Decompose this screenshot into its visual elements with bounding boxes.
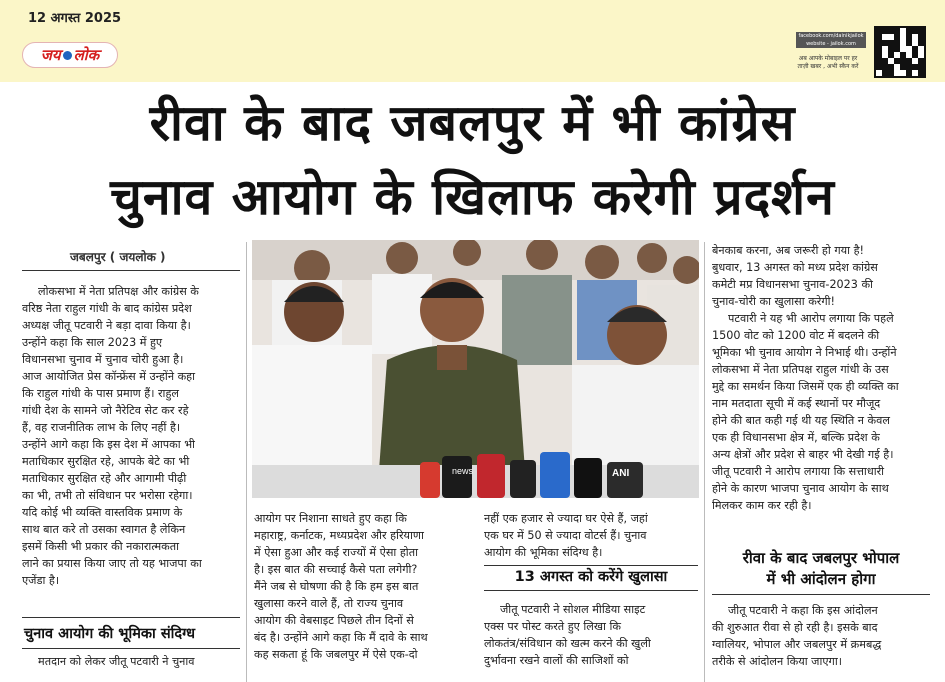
- website-link: website - jailok.com: [806, 41, 856, 47]
- column-1-line: लाने का प्रयास किया जाए तो यह भाजपा का: [22, 557, 202, 570]
- social-box: [796, 32, 866, 48]
- column-2-line: खुलासा करने वाले हैं, तो राज्य चुनाव: [254, 597, 404, 610]
- column-1-after: मतदान को लेकर जीतू पटवारी ने चुनाव: [38, 655, 195, 668]
- column-4-after: [712, 602, 930, 670]
- column-4-line: पटवारी ने यह भी आरोप लगाया कि पहले: [728, 312, 894, 325]
- column-2-line: आयोग पर निशाना साधते हुए कहा कि: [254, 512, 407, 525]
- column-2-line: कह सकता हूं कि जबलपुर में ऐसे एक-दो: [254, 648, 418, 661]
- column-4-after-line: जीतू पटवारी ने कहा कि इस आंदोलन: [728, 604, 878, 617]
- column-1-line: उन्होंने आगे कहा कि इस देश में आपका भी: [22, 438, 195, 451]
- column-1-line: मताधिकार सुरक्षित रहे, आपके बेटे का भी: [22, 455, 190, 468]
- scan-prompt-line2: ताज़ी खबर , अभी स्कैन करें: [797, 63, 859, 70]
- column-1-line: लोकसभा में नेता प्रतिपक्ष और कांग्रेस के: [38, 285, 199, 298]
- subhead-rule-3: [712, 594, 930, 595]
- column-4-line: कमेटी मप्र विधानसभा चुनाव-2023 की: [712, 278, 873, 291]
- column-4-line: एक ही विधानसभा क्षेत्र में, बल्कि प्रदेश के: [712, 431, 880, 444]
- column-3-line: आयोग की भूमिका संदिग्ध है।: [484, 546, 603, 559]
- column-1-line: उन्होंने कहा कि साल 2023 में हुए: [22, 336, 163, 349]
- column-1-line: यदि कोई भी व्यक्ति वास्तविक प्रमाण के: [22, 506, 183, 519]
- column-4-line: मुद्दे का समर्थन किया जिसमें एक ही व्यक्ति का: [712, 380, 899, 393]
- column-2-line: है। इस बात की सच्चाई कैसे पता लगेगी?: [254, 563, 418, 576]
- subhead-rule-top-2: [484, 565, 698, 566]
- column-1-line: हैं, वह राजनीतिक लाभ के लिए नहीं है।: [22, 421, 181, 434]
- byline-rule: [22, 270, 240, 271]
- masthead: [0, 0, 945, 82]
- column-3-after: [484, 601, 698, 669]
- press-conference-photo: [252, 240, 699, 498]
- column-4-line: बुधवार, 13 अगस्त को मध्य प्रदेश कांग्रेस: [712, 261, 878, 274]
- column-3-after-line: एक्स पर पोस्ट करते हुए लिखा कि: [484, 620, 621, 633]
- mic-label-news: news: [452, 466, 474, 476]
- logo-text-left: जय: [40, 46, 61, 64]
- column-2-line: बंद है। उन्होंने आगे कहा कि मैं दावे के साथ: [254, 631, 428, 644]
- column-3-after-line: लोकतंत्र/संविधान को खत्म करने की खुली: [484, 637, 651, 650]
- column-1-line: एजेंडा है।: [22, 574, 60, 587]
- column-1-line: वरिष्ठ नेता राहुल गांधी के बाद कांग्रेस प्रदेश: [22, 302, 192, 315]
- column-1-line: आज आयोजित प्रेस कॉन्फ्रेंस में उन्होंने कहा: [22, 370, 196, 383]
- column-4-after-line: ग्वालियर, भोपाल और जबलपुर में क्रमबद्ध: [712, 638, 882, 651]
- mic-label-ani: ANI: [612, 468, 630, 479]
- photo-illustration: [252, 240, 699, 498]
- column-1-line: गांधी देश के सामने जो नैरेटिव सेट कर रहे: [22, 404, 189, 417]
- byline: जबलपुर ( जयलोक ): [70, 250, 166, 264]
- column-divider: [246, 242, 247, 682]
- column-1-line: मताधिकार सुरक्षित रहे और आगामी पीढ़ी: [22, 472, 187, 485]
- column-3-after-line: दुर्भावना रखने वालों की साजिशों को: [484, 654, 629, 667]
- subhead-ec-role: चुनाव आयोग की भूमिका संदिग्ध: [24, 626, 196, 642]
- column-2-line: में ऐसा हुआ और कई राज्यों में ऐसा होता: [254, 546, 418, 559]
- column-4-line: अन्य क्षेत्रों और प्रदेश से बाहर भी देखी गई है।: [712, 448, 894, 461]
- column-4-line: होने के कारण भाजपा चुनाव आयोग के साथ: [712, 482, 889, 495]
- qr-code-icon: [874, 26, 926, 78]
- column-4-line: होने की बात कही गई थी यह स्थिति न केवल: [712, 414, 890, 427]
- column-1-line: साथ बात करे तो उसका स्वागत है लेकिन: [22, 523, 186, 536]
- column-1: [22, 283, 240, 589]
- headline-line-2: चुनाव आयोग के खिलाफ करेगी प्रदर्शन: [110, 168, 835, 226]
- column-4-after-line: तरीके से आंदोलन किया जाएगा।: [712, 655, 842, 668]
- facebook-link: facebook.com/dainikjailok: [798, 33, 864, 39]
- column-4-line: लोकसभा में नेता प्रतिपक्ष राहुल गांधी के उस: [712, 363, 889, 376]
- column-1-line: इसमें किसी भी प्रकार की नकारात्मकता: [22, 540, 180, 553]
- column-4-after-line: की शुरुआत रीवा से हो रही है। इसके बाद: [712, 621, 878, 634]
- column-3-line: नहीं एक हजार से ज्यादा घर ऐसे हैं, जहां: [484, 512, 648, 525]
- edition-date: 12 अगस्त 2025: [28, 11, 122, 26]
- column-2-line: मैंने जब से घोषणा की है कि हम इस बात: [254, 580, 419, 593]
- column-3-line: एक घर में 50 से ज्यादा वोटर्स हैं। चुनाव: [484, 529, 647, 542]
- logo-text-right: लोक: [73, 46, 100, 64]
- column-4-line: 1500 वोट को 1200 वोट में बदलने की: [712, 329, 880, 342]
- column-2-line: आयोग की वेबसाइट पिछले तीन दिनों से: [254, 614, 414, 627]
- column-4: [712, 242, 930, 514]
- column-1-line: विधानसभा चुनाव में चुनाव चोरी हुआ है।: [22, 353, 184, 366]
- subhead-rule-bottom: [22, 648, 240, 649]
- column-4-line: मिलकर काम कर रही है।: [712, 499, 812, 512]
- headline-line-1: रीवा के बाद जबलपुर में भी कांग्रेस: [149, 94, 796, 152]
- column-1-line: अध्यक्ष जीतू पटवारी ने बड़ा दावा किया है।: [22, 319, 191, 332]
- column-3-after-line: जीतू पटवारी ने सोशल मीडिया साइट: [500, 603, 646, 616]
- subhead-august-13: 13 अगस्त को करेंगे खुलासा: [514, 569, 668, 585]
- newspaper-logo: [22, 42, 118, 68]
- column-1-line: का भी, तभी तो संविधान पर भरोसा रहेगा।: [22, 489, 193, 502]
- column-3: [484, 510, 698, 561]
- column-1-line: कि राहुल गांधी के पास प्रमाण हैं। राहुल: [22, 387, 179, 400]
- subhead-rule-bottom-2: [484, 590, 698, 591]
- column-4-line: जीतू पटवारी ने आरोप लगाया कि सत्ताधारी: [712, 465, 885, 478]
- globe-icon: [63, 51, 72, 60]
- scan-prompt-line1: अब आपके मोबाइल पर हर: [798, 55, 858, 62]
- subhead-line-2: में भी आंदोलन होगा: [766, 570, 876, 588]
- column-4-line: बेनकाब करना, अब जरूरी हो गया है!: [712, 244, 864, 257]
- subhead-rewa-jabalpur-bhopal: [712, 548, 930, 590]
- column-4-line: चुनाव-चोरी का खुलासा करेगी!: [712, 295, 836, 308]
- scan-prompt: [788, 55, 868, 71]
- column-4-line: नाम मतदाता सूची में कई स्थानों पर मौजूद: [712, 397, 881, 410]
- column-2: [254, 510, 466, 663]
- column-divider-right: [704, 242, 705, 682]
- column-2-line: महाराष्ट्र, कर्नाटक, मध्यप्रदेश और हरियाणा: [254, 529, 424, 542]
- column-4-line: भूमिका भी चुनाव आयोग ने निभाई थी। उन्होंने: [712, 346, 897, 359]
- subhead-rule-top: [22, 617, 240, 618]
- subhead-line-1: रीवा के बाद जबलपुर भोपाल: [742, 549, 900, 567]
